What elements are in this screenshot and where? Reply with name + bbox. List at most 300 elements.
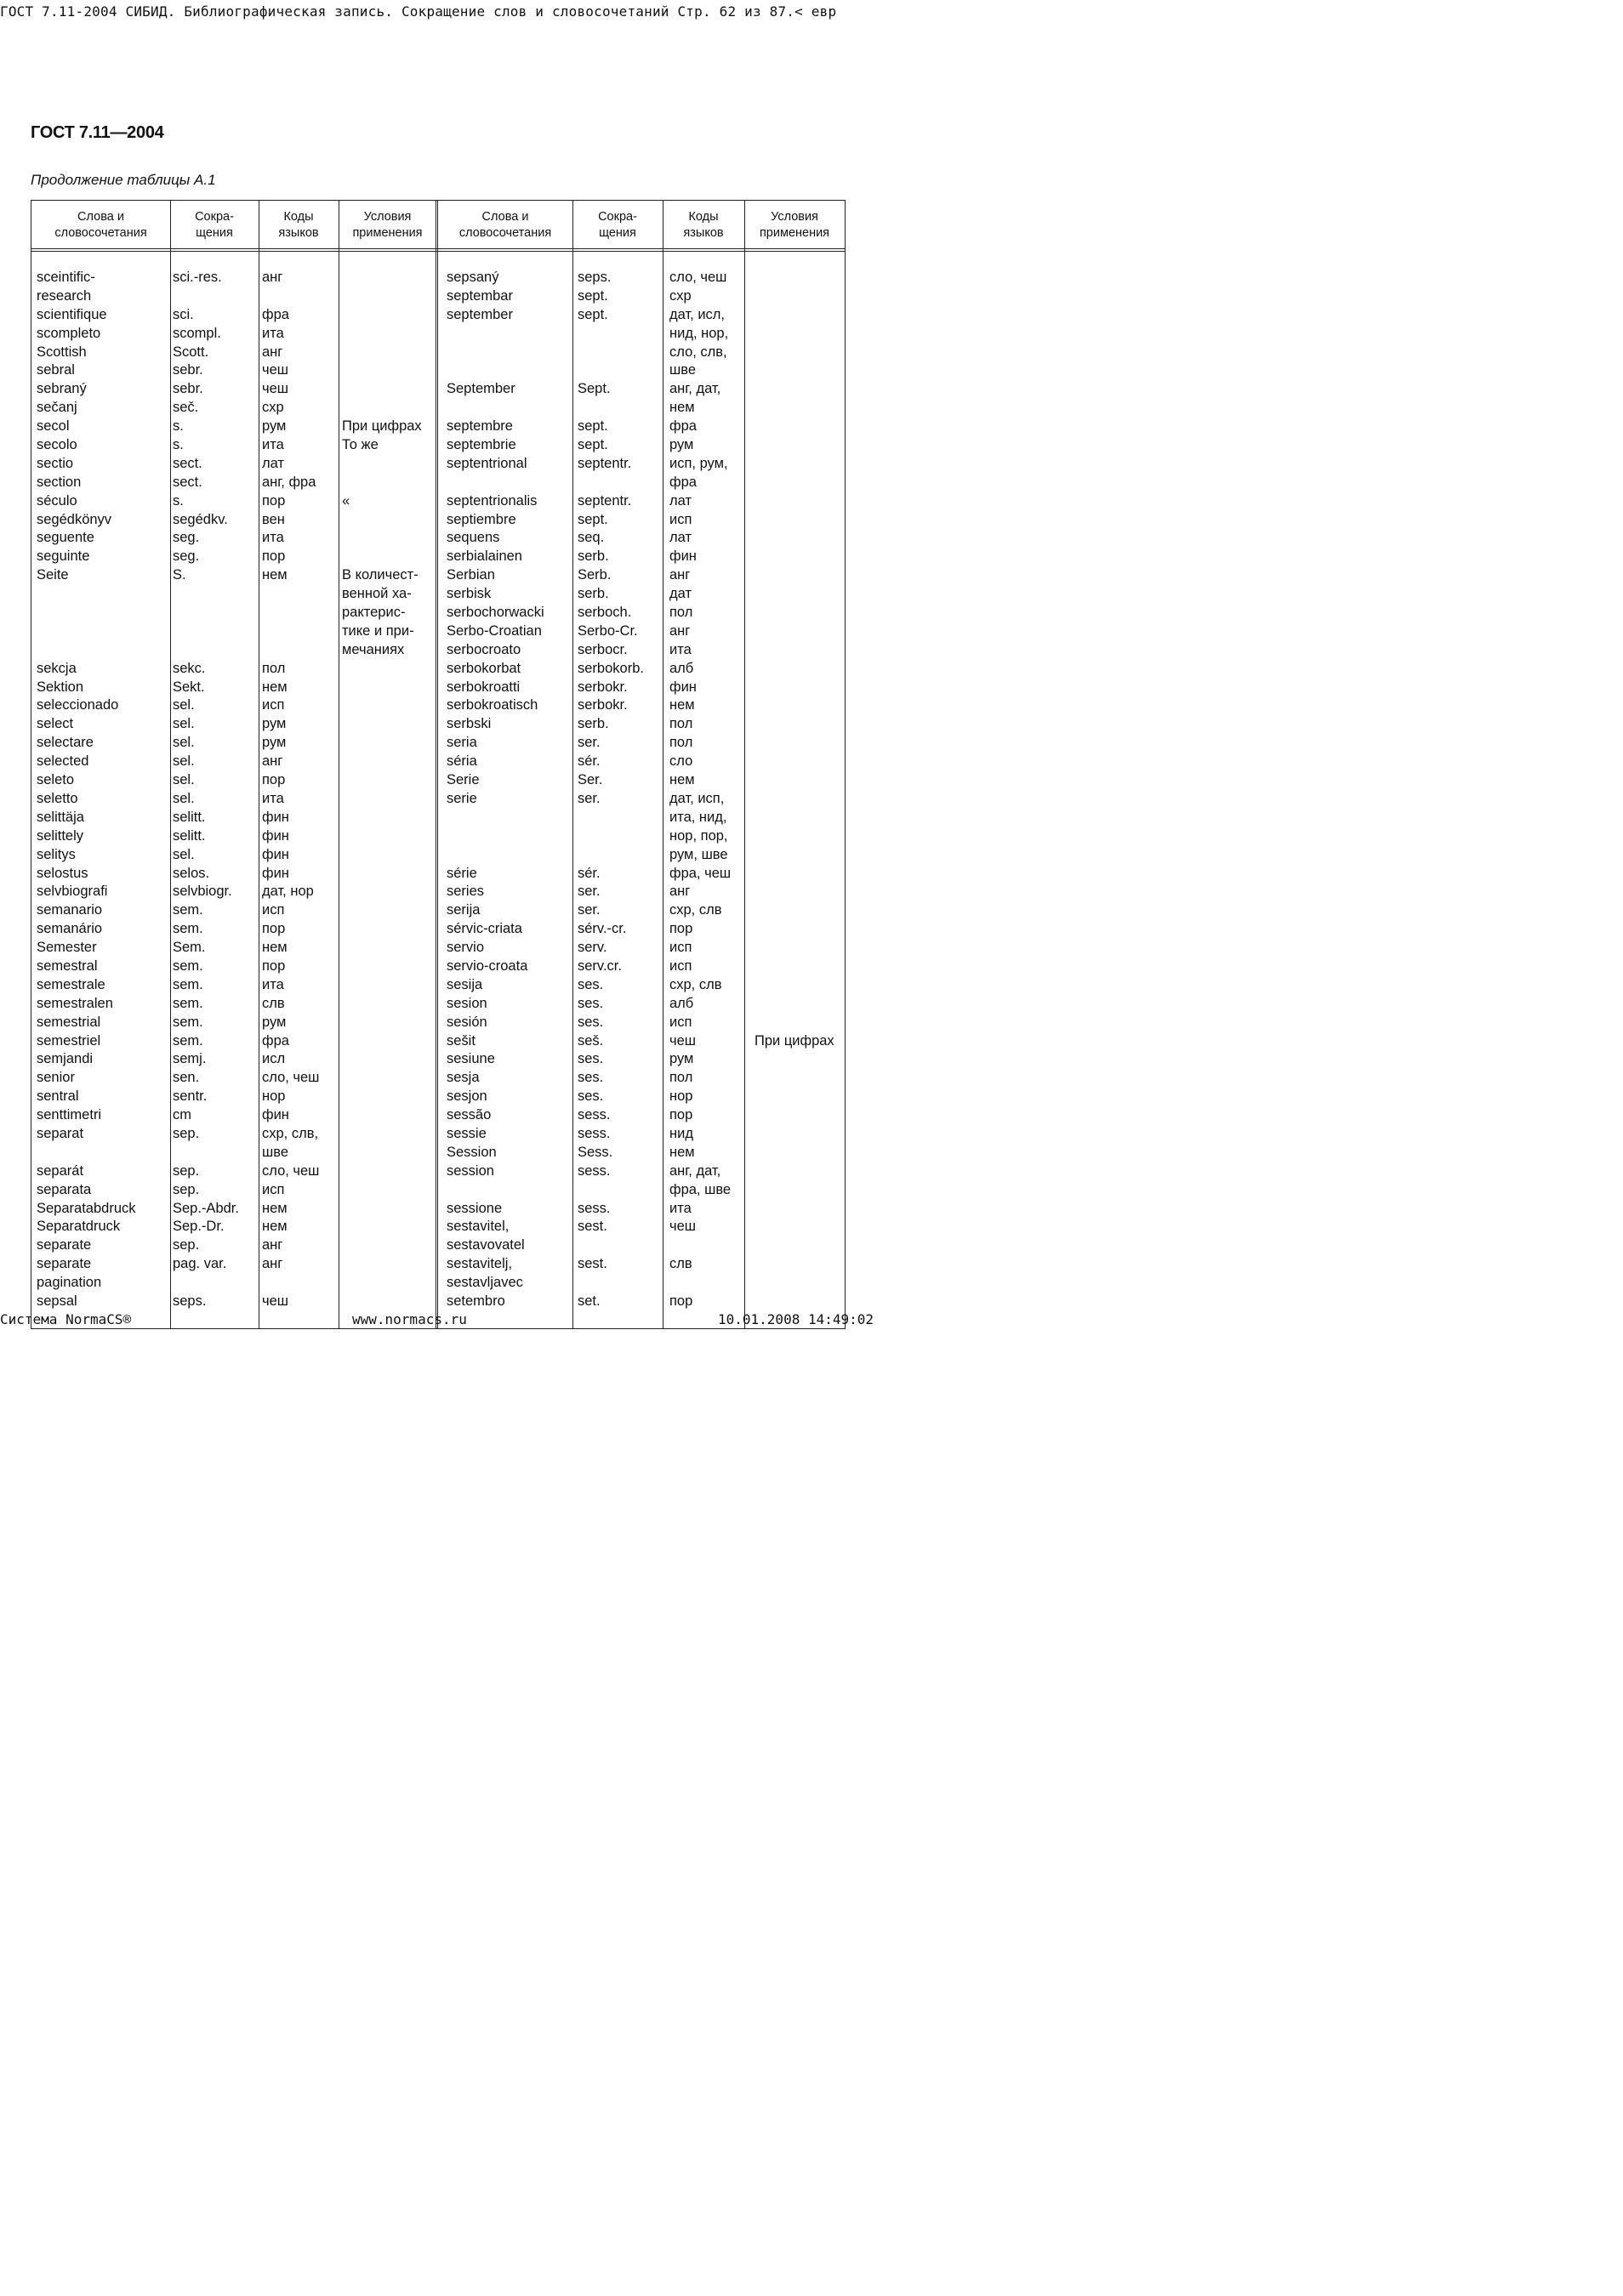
table-cell: separat <box>37 1125 84 1141</box>
table-cell <box>342 679 422 697</box>
table-cell: selitys <box>37 846 76 862</box>
table-cell <box>578 1274 644 1293</box>
table-cell: research <box>37 287 92 304</box>
table-cell: анг, дат, <box>669 1162 721 1179</box>
table-cell: пол <box>669 716 693 732</box>
table-cell <box>342 1181 422 1200</box>
table-cell: sérv.-cr. <box>578 921 627 937</box>
table-cell: sess. <box>578 1125 611 1141</box>
table-cell <box>262 585 319 604</box>
table-cell <box>342 715 422 734</box>
table-cell: чеш <box>262 381 289 397</box>
table-cell: secolo <box>37 437 77 453</box>
table-cell: исп <box>669 940 692 956</box>
table-cell <box>755 511 834 530</box>
table-cell: seps. <box>173 1293 207 1309</box>
table-cell: рум <box>669 437 694 453</box>
table-cell <box>342 1014 422 1032</box>
table-cell <box>342 809 422 827</box>
table-cell: Scott. <box>173 344 209 360</box>
table-cell: seg. <box>173 548 200 565</box>
table-cell: сло, слв, <box>669 344 727 360</box>
table-cell: ита, нид, <box>669 809 727 825</box>
table-cell: selittely <box>37 827 84 844</box>
table-cell: sel. <box>173 697 195 713</box>
table-cell: scompleto <box>37 325 101 341</box>
table-cell: лат <box>262 455 284 471</box>
table-cell: secol <box>37 418 70 435</box>
table-cell: схр <box>669 287 692 304</box>
table-cell: рум <box>262 418 287 435</box>
table-cell: нид <box>669 1125 693 1141</box>
table-cell: ses. <box>578 1088 604 1105</box>
table-cell: sect. <box>173 455 202 471</box>
table-cell: рум, шве <box>669 846 728 862</box>
table-cell: пор <box>262 772 286 788</box>
table-cell <box>578 846 644 865</box>
table-cell <box>755 1200 834 1219</box>
table-cell: фин <box>262 809 289 825</box>
table-cell: слв <box>669 1256 692 1272</box>
table-cell: semjandi <box>37 1051 94 1067</box>
table-cell <box>342 696 422 715</box>
table-cell: sesja <box>447 1070 480 1086</box>
table-cell <box>262 287 319 306</box>
table-cell: serbokorbat <box>447 660 521 676</box>
table-cell <box>755 771 834 790</box>
table-cell: лат <box>669 530 692 546</box>
table-cell: seps. <box>578 270 612 285</box>
footer-system-name: Система NormaCS® <box>0 1311 132 1327</box>
table-cell: serb. <box>578 586 609 602</box>
table-cell <box>342 1236 422 1255</box>
table-cell: sekc. <box>173 660 206 676</box>
table-cell <box>755 958 834 976</box>
document-code: ГОСТ 7.11—2004 <box>31 123 164 142</box>
table-cell: шве <box>669 362 696 378</box>
table-cell <box>578 325 644 344</box>
table-cell: s. <box>173 492 184 509</box>
header-abbrev-2: Сокра- щения <box>598 210 637 240</box>
table-cell <box>342 269 422 287</box>
table-cell <box>755 604 834 622</box>
table-cell: sceintific- <box>37 270 95 285</box>
table-cell: sept. <box>578 287 608 304</box>
table-cell <box>755 660 834 679</box>
table-cell: Serie <box>447 772 480 788</box>
table-cell <box>262 622 319 641</box>
table-cell: фра <box>669 418 697 435</box>
table-cell: анг <box>262 753 283 770</box>
table-cell: sel. <box>173 772 195 788</box>
table-cell: рум <box>262 1014 287 1030</box>
table-cell <box>755 1181 834 1200</box>
table-cell <box>342 1050 422 1069</box>
table-cell <box>578 474 644 492</box>
table-cell: пор <box>262 921 286 937</box>
table-cell: фин <box>262 846 289 862</box>
table-cell: венной ха- <box>342 586 412 602</box>
table-cell <box>755 269 834 287</box>
table-cell: selittäja <box>37 809 84 825</box>
table-cell: чеш <box>669 1032 697 1049</box>
table-cell: пор <box>669 921 693 937</box>
table-cell: serie <box>447 790 477 806</box>
table-cell <box>755 1293 834 1311</box>
table-cell <box>755 455 834 474</box>
table-cell <box>342 1162 422 1181</box>
header-lang-codes-2: Коды языков <box>683 210 724 240</box>
table-cell: sel. <box>173 846 195 862</box>
table-cell: separate <box>37 1256 92 1272</box>
table-cell: То же <box>342 437 379 453</box>
table-cell: sel. <box>173 790 195 806</box>
table-cell: sem. <box>173 921 203 937</box>
table-cell: sebr. <box>173 362 203 378</box>
table-cell: схр, слв <box>669 976 722 992</box>
table-cell <box>447 827 544 846</box>
table-cell <box>342 660 422 679</box>
header-conditions-1: Условия применения <box>352 210 423 240</box>
table-cell <box>755 1014 834 1032</box>
table-cell: нор <box>669 1088 693 1105</box>
table-cell <box>755 976 834 995</box>
table-cell <box>447 325 544 344</box>
table-cell: фин <box>669 548 697 565</box>
table-cell: sel. <box>173 735 195 751</box>
table-cell <box>342 1274 422 1293</box>
table-cell: sebr. <box>173 381 203 397</box>
table-cell <box>755 566 834 585</box>
table-cell: нор <box>262 1088 286 1105</box>
table-cell: нор, пор, <box>669 827 728 844</box>
table-cell: лат <box>669 492 692 509</box>
table-cell: Sem. <box>173 940 206 956</box>
table-cell: s. <box>173 437 184 453</box>
table-cell: ses. <box>578 1070 604 1086</box>
table-cell: septentrional <box>447 455 527 471</box>
table-cell: пол <box>669 735 693 751</box>
table-cell: séria <box>447 753 477 770</box>
table-cell <box>342 1106 422 1125</box>
table-cell: анг <box>262 1256 283 1272</box>
table-cell: sem. <box>173 1032 203 1049</box>
table-cell <box>578 344 644 362</box>
table-cell: selostus <box>37 865 88 881</box>
table-cell: sestavljavec <box>447 1275 523 1291</box>
table-cell <box>755 1069 834 1088</box>
table-cell: sel. <box>173 753 195 770</box>
table-cell: исп <box>262 902 285 918</box>
table-cell: serbialainen <box>447 548 522 565</box>
table-cell: Sektion <box>37 679 84 695</box>
table-cell: sep. <box>173 1162 200 1179</box>
table-cell: sepsaný <box>447 270 499 285</box>
table-cell <box>755 1255 834 1274</box>
table-cell: тике и при- <box>342 622 414 639</box>
table-cell <box>342 548 422 566</box>
table-cell <box>342 976 422 995</box>
table-cell: sel. <box>173 716 195 732</box>
table-cell: sentr. <box>173 1088 208 1105</box>
table-cell <box>342 790 422 809</box>
table-cell: схр <box>262 400 284 416</box>
table-cell: нем <box>262 679 288 695</box>
table-cell: sekcja <box>37 660 77 676</box>
table-cell: semanario <box>37 902 103 918</box>
table-cell: segédkönyv <box>37 511 112 527</box>
table-cell: series <box>447 884 485 900</box>
table-cell: scientifique <box>37 306 107 322</box>
table-cell <box>173 641 239 660</box>
column-divider <box>572 201 573 1328</box>
table-cell: sebral <box>37 362 75 378</box>
table-cell <box>342 920 422 939</box>
column-abbrev-1 <box>173 269 239 1311</box>
table-cell <box>755 1218 834 1236</box>
table-cell: September <box>447 381 515 397</box>
table-cell: нем <box>262 1219 288 1235</box>
table-cell <box>755 306 834 325</box>
table-cell <box>342 474 422 492</box>
table-cell: sest. <box>578 1256 607 1272</box>
table-cell <box>755 995 834 1014</box>
table-cell: serbocroato <box>447 641 521 657</box>
table-cell: sess. <box>578 1107 611 1123</box>
table-cell: схр, слв <box>669 902 722 918</box>
table-cell <box>669 1274 731 1293</box>
table-cell: При цифрах <box>342 418 422 435</box>
table-cell <box>37 622 136 641</box>
table-cell <box>755 679 834 697</box>
table-cell: sem. <box>173 958 203 974</box>
table-cell <box>755 939 834 958</box>
table-cell <box>37 585 136 604</box>
table-cell: Separatdruck <box>37 1219 121 1235</box>
table-cell: ser. <box>578 902 601 918</box>
table-cell <box>755 399 834 418</box>
table-cell <box>262 604 319 622</box>
table-cell: serv. <box>578 940 607 956</box>
table-cell: ита <box>262 790 284 806</box>
table-cell <box>578 827 644 846</box>
table-cell: Semester <box>37 940 97 956</box>
table-cell: алб <box>669 660 694 676</box>
table-cell: дат <box>669 586 692 602</box>
table-cell: анг <box>669 884 691 900</box>
table-cell: selvbiografi <box>37 884 108 900</box>
table-cell: нем <box>669 400 695 416</box>
table-cell: segédkv. <box>173 511 228 527</box>
table-cell: ses. <box>578 995 604 1011</box>
table-cell: пор <box>262 958 286 974</box>
table-cell <box>342 1069 422 1088</box>
table-cell: sep. <box>173 1181 200 1197</box>
table-cell: ита <box>262 437 284 453</box>
table-cell: шве <box>262 1144 288 1160</box>
table-cell <box>755 361 834 380</box>
table-cell: фин <box>262 1107 289 1123</box>
table-cell <box>755 1050 834 1069</box>
table-cell: sept. <box>578 418 608 435</box>
table-cell: дат, исп, <box>669 790 725 806</box>
header-words-2: Слова и словосочетания <box>458 210 552 240</box>
table-cell: serb. <box>578 548 609 565</box>
table-cell <box>342 399 422 418</box>
table-cell: selectare <box>37 735 94 751</box>
table-cell: нем <box>262 1200 288 1216</box>
table-cell: нем <box>669 697 695 713</box>
table-cell: пор <box>262 548 286 565</box>
table-cell: ита <box>669 641 692 657</box>
table-cell: ита <box>262 325 284 341</box>
table-cell: сло <box>669 753 693 770</box>
table-cell: sesija <box>447 976 483 992</box>
page-footer <box>0 1311 942 1330</box>
table-cell: ses. <box>578 1014 604 1030</box>
table-cell: нем <box>669 1144 695 1160</box>
table-cell: Serbo-Cr. <box>578 622 638 639</box>
table-cell: схр, слв, <box>262 1125 319 1141</box>
table-cell <box>342 753 422 771</box>
table-cell <box>173 1144 239 1162</box>
table-cell <box>578 1236 644 1255</box>
table-cell: pagination <box>37 1275 102 1291</box>
footer-site-link[interactable]: www.normacs.ru <box>352 1311 467 1327</box>
table-cell <box>342 846 422 865</box>
table-cell <box>755 1236 834 1255</box>
table-cell <box>342 865 422 884</box>
table-cell: рум <box>669 1051 694 1067</box>
column-conditions-2 <box>755 269 834 1311</box>
table-cell: selected <box>37 753 89 770</box>
table-cell: sessão <box>447 1107 492 1123</box>
table-cell: Seite <box>37 567 69 583</box>
table-cell <box>755 344 834 362</box>
table-cell: serbski <box>447 716 492 732</box>
column-lang-codes-2 <box>669 269 731 1311</box>
table-cell: serbokr. <box>578 697 628 713</box>
table-cell <box>755 325 834 344</box>
table-cell: seria <box>447 735 477 751</box>
table-cell <box>342 1144 422 1162</box>
table-cell: semestralen <box>37 995 113 1011</box>
column-divider <box>744 201 745 1328</box>
table-cell: sentral <box>37 1088 79 1105</box>
table-cell: ser. <box>578 790 601 806</box>
table-cell: « <box>342 492 350 509</box>
table-cell <box>578 399 644 418</box>
table-cell: serbisk <box>447 586 492 602</box>
table-cell: Ser. <box>578 772 603 788</box>
table-cell: алб <box>669 995 694 1011</box>
table-cell: пор <box>262 492 286 509</box>
table-cell: Sess. <box>578 1144 613 1160</box>
table-cell: вен <box>262 511 285 527</box>
table-cell: serbocr. <box>578 641 628 657</box>
table-cell: seleto <box>37 772 75 788</box>
table-cell: фра <box>262 1032 289 1049</box>
table-cell: sestavovatel <box>447 1237 525 1253</box>
table-cell: Sep.-Dr. <box>173 1219 225 1235</box>
table-cell: sesion <box>447 995 487 1011</box>
table-cell <box>342 827 422 846</box>
table-cell: нем <box>262 940 288 956</box>
table-cell: série <box>447 865 477 881</box>
table-cell <box>578 1181 644 1200</box>
table-cell: пол <box>669 1070 693 1086</box>
table-cell <box>342 901 422 920</box>
table-cell: sen. <box>173 1070 200 1086</box>
table-cell: septentr. <box>578 492 632 509</box>
table-cell: serbokorb. <box>578 660 644 676</box>
table-cell: sept. <box>578 437 608 453</box>
table-cell: пол <box>669 605 693 621</box>
table-cell: semanário <box>37 921 103 937</box>
table-cell <box>755 696 834 715</box>
table-cell: исп <box>262 697 285 713</box>
table-cell: рум <box>262 716 287 732</box>
table-cell: Scottish <box>37 344 87 360</box>
table-cell: sest. <box>578 1219 607 1235</box>
table-cell: session <box>447 1162 494 1179</box>
table-cell: исп <box>669 958 692 974</box>
table-cell: фин <box>262 865 289 881</box>
table-cell <box>37 1144 136 1162</box>
table-cell <box>578 361 644 380</box>
table-cell: seš. <box>578 1032 604 1049</box>
table-cell <box>447 399 544 418</box>
table-cell <box>755 920 834 939</box>
table-cell: sem. <box>173 995 203 1011</box>
table-cell <box>755 287 834 306</box>
table-cell: set. <box>578 1293 601 1309</box>
column-lang-codes-1 <box>262 269 319 1311</box>
table-cell: ses. <box>578 976 604 992</box>
table-cell: чеш <box>669 1219 697 1235</box>
table-cell: seg. <box>173 530 200 546</box>
table-cell: septembar <box>447 287 513 304</box>
table-cell <box>342 771 422 790</box>
table-cell: servio-croata <box>447 958 528 974</box>
table-cell: separata <box>37 1181 92 1197</box>
table-cell <box>342 529 422 548</box>
table-cell: sess. <box>578 1200 611 1216</box>
table-cell: пор <box>669 1107 693 1123</box>
table-cell <box>755 883 834 901</box>
table-cell: исп <box>669 1014 692 1030</box>
table-cell: serbochorwacki <box>447 605 544 621</box>
table-cell: sebraný <box>37 381 87 397</box>
table-cell <box>173 622 239 641</box>
table-cell: сло, чеш <box>262 1070 320 1086</box>
table-cell: фин <box>669 679 697 695</box>
table-cell: sesión <box>447 1014 487 1030</box>
table-cell <box>342 1293 422 1311</box>
table-cell: sequens <box>447 530 500 546</box>
header-lang-codes-1: Коды языков <box>278 210 319 240</box>
table-cell: рактерис- <box>342 605 406 621</box>
table-cell: serbokr. <box>578 679 628 695</box>
table-cell: serbokroatti <box>447 679 521 695</box>
table-cell <box>37 604 136 622</box>
table-cell <box>669 1236 731 1255</box>
table-caption: Продолжение таблицы А.1 <box>31 172 216 188</box>
table-cell: selvbiogr. <box>173 884 232 900</box>
header-rule-top <box>31 248 845 249</box>
table-cell: нид, нор, <box>669 325 729 341</box>
table-cell: sestavitelj, <box>447 1256 513 1272</box>
